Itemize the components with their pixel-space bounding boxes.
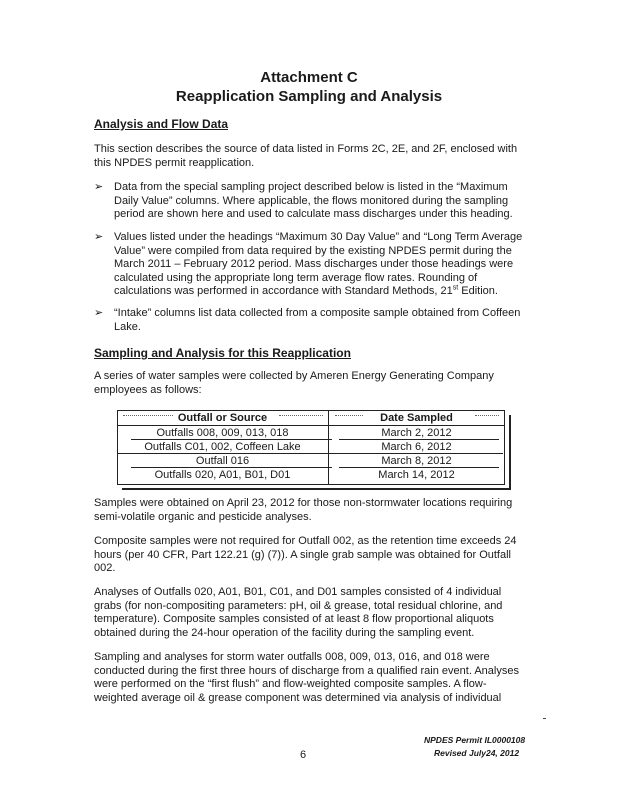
section1-intro: This section describes the source of data listed in Forms 2C, 2E, and 2F, enclosed with this NPDES permit reapplication. [94, 143, 518, 169]
table-header-date: Date Sampled [380, 412, 453, 424]
table-header-outfall: Outfall or Source [177, 412, 268, 424]
bullet-text-1: Data from the special sampling project described below is listed in the “Maximum Daily Value” columns. Where applicable, the flows monitored during the sampling period are shown here and used to calculate mass discharges under this heading. [114, 181, 513, 220]
paragraph-storm-water: Sampling and analyses for storm water outfalls 008, 009, 013, 016, and 018 were conducted during the first three hours of discharge from a qualified rain event. Analyses were performed on the “first flush” and flow-weighted composite samples. A flow-weighted average oil & grease component was determined via analysis of individual [94, 651, 519, 704]
bullet-item-3 [94, 307, 532, 335]
bullet-text-2 [114, 231, 532, 299]
section2-intro: A series of water samples were collected by Ameren Energy Generating Company employees as follows: [94, 370, 494, 396]
bullet-arrow-icon: ➢ [94, 231, 104, 243]
page-subtitle: Reapplication Sampling and Analysis [175, 88, 443, 105]
paragraph-composite-samples: Composite samples were not required for Outfall 002, as the retention time exceeds 24 hours (per 40 CFR, Part 122.21 (g) (7)). A single grab sample was obtained for Outfall 002. [94, 535, 517, 574]
section-heading-analysis-flow: Analysis and Flow Data [94, 117, 229, 131]
footer-revised-date: Revised July24, 2012 [434, 748, 520, 758]
table-cell-outfall-2: Outfalls C01, 002, Coffeen Lake [144, 441, 301, 453]
bullet-arrow-icon: ➢ [94, 307, 104, 319]
bullet-text-2-main: Values listed under the headings “Maximum 30 Day Value” and “Long Term Average Value” were compiled from data required by the existing NPDES permit during the March 2011 – February 2012 period. Mass discharges under those headings were calculated using the appropriate long term average flow rates. Rounding of calculations was performed in accordance with Standard Methods, 21 [114, 231, 523, 297]
bullet-arrow-icon: ➢ [94, 181, 104, 193]
section-heading-sampling: Sampling and Analysis for this Reapplication [94, 346, 351, 360]
bullet-text-2-superscript: st [452, 284, 459, 292]
table-cell-date-4: March 14, 2012 [378, 469, 455, 481]
bullet-text-2-tail: Edition. [458, 285, 498, 297]
page-number: 6 [300, 749, 307, 761]
table-cell-outfall-4: Outfalls 020, A01, B01, D01 [154, 469, 291, 481]
footer-permit-number: NPDES Permit IL0000108 [424, 735, 526, 745]
page-title: Attachment C [260, 69, 358, 86]
bullet-item-1 [94, 181, 532, 223]
bullet-text-3: “Intake” columns list data collected from a composite sample obtained from Coffeen Lake. [114, 307, 521, 333]
sampling-table [117, 410, 505, 487]
table-cell-date-2: March 6, 2012 [381, 441, 452, 453]
title-block [0, 68, 618, 106]
bullet-item-2 [94, 231, 532, 297]
table-cell-outfall-3: Outfall 016 [195, 455, 250, 467]
paragraph-samples-obtained: Samples were obtained on April 23, 2012 for those non-stormwater locations requiring semi-volatile organic and pesticide analyses. [94, 497, 513, 523]
table-cell-date-1: March 2, 2012 [381, 427, 452, 439]
table-cell-date-3: March 8, 2012 [381, 455, 452, 467]
scan-mark [543, 718, 546, 719]
paragraph-outfall-analyses: Analyses of Outfalls 020, A01, B01, C01, and D01 samples consisted of 4 individual grabs (for non-compositing parameters: pH, oil & grease, total residual chlorine, and temperature). Composite samples consisted of at least 8 flow proportional aliquots obtained during the 24-hour operation of the facility during the sampling event. [94, 586, 503, 639]
table-cell-outfall-1: Outfalls 008, 009, 013, 018 [156, 427, 289, 439]
